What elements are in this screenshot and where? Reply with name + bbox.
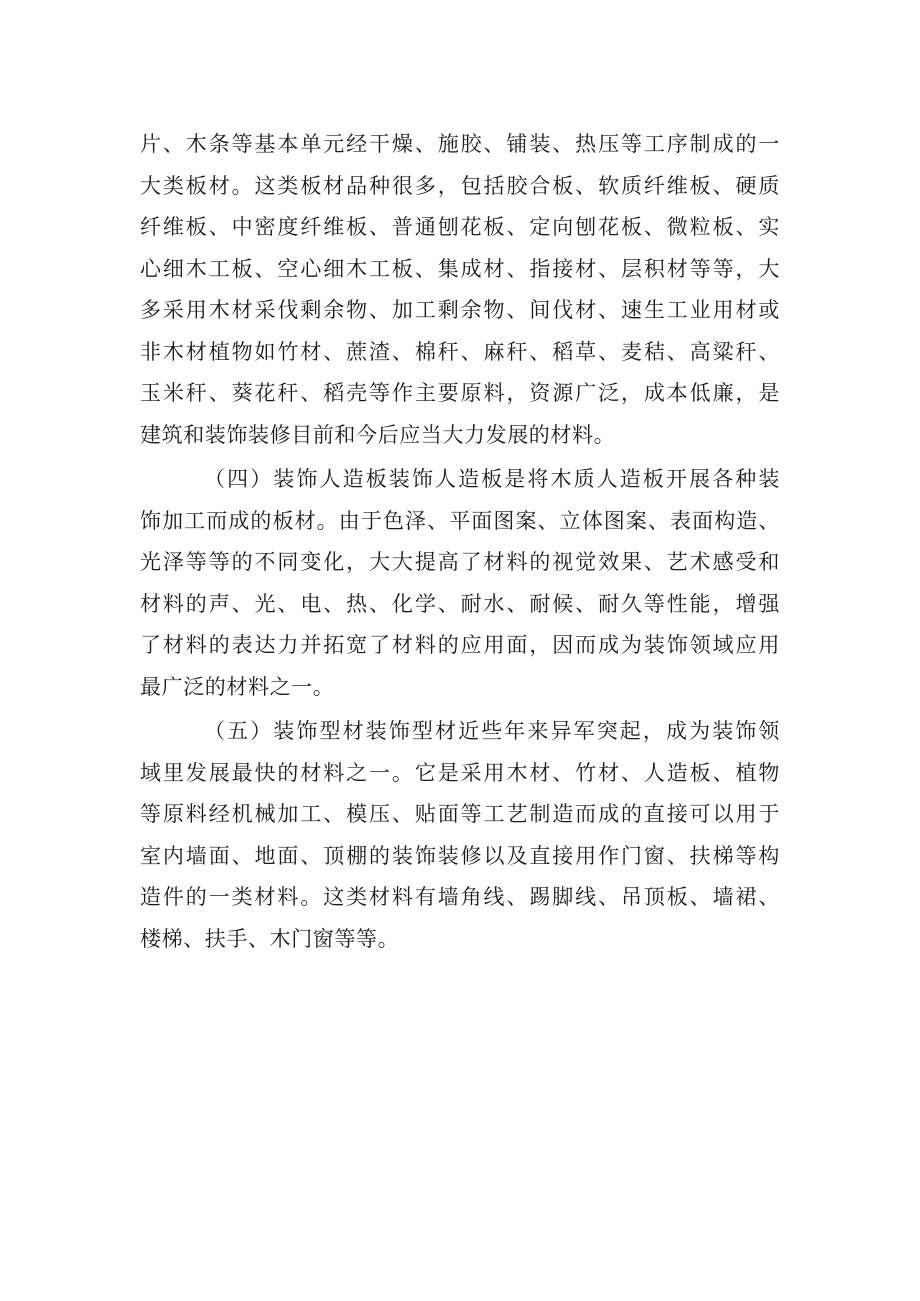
paragraph-line: 造件的一类材料。这类材料有墙角线、踢脚线、吊顶板、墙裙、 xyxy=(140,885,780,909)
paragraph-decorative-profiles xyxy=(140,711,780,960)
paragraph-wood-based-panels xyxy=(140,124,780,456)
paragraph-decorative-panels xyxy=(140,459,780,708)
paragraph-line: 心细木工板、空心细木工板、集成材、指接材、层积材等等，大 xyxy=(140,256,780,281)
paragraph-line: 饰加工而成的板材。由于色泽、平面图案、立体图案、表面构造、 xyxy=(140,508,780,533)
paragraph-line: 非木材植物如竹材、蔗渣、棉秆、麻秆、稻草、麦秸、高粱秆、 xyxy=(140,339,780,364)
paragraph-line: 最广泛的材料之一。 xyxy=(140,674,335,699)
paragraph-line: 室内墙面、地面、顶棚的装饰装修以及直接用作门窗、扶梯等构 xyxy=(140,843,780,868)
paragraph-line: （五）装饰型材装饰型材近些年来异军突起，成为装饰领 xyxy=(204,719,780,743)
paragraph-line: 域里发展最快的材料之一。它是采用木材、竹材、人造板、植物 xyxy=(140,760,780,785)
paragraph-line: 大类板材。这类板材品种很多，包括胶合板、软质纤维板、硬质 xyxy=(140,173,780,198)
paragraph-line: 材料的声、光、电、热、化学、耐水、耐候、耐久等性能，增强 xyxy=(140,591,780,616)
paragraph-line: 建筑和装饰装修目前和今后应当大力发展的材料。 xyxy=(140,422,616,447)
paragraph-line: 等原料经机械加工、模压、贴面等工艺制造而成的直接可以用于 xyxy=(140,802,780,826)
paragraph-line: 多采用木材采伐剩余物、加工剩余物、间伐材、速生工业用材或 xyxy=(140,298,780,322)
paragraph-line: 纤维板、中密度纤维板、普通刨花板、定向刨花板、微粒板、实 xyxy=(140,215,780,239)
paragraph-line: （四）装饰人造板装饰人造板是将木质人造板开展各种装 xyxy=(204,467,780,491)
paragraph-line: 了材料的表达力并拓宽了材料的应用面，因而成为装饰领域应用 xyxy=(140,633,780,657)
paragraph-line: 楼梯、扶手、木门窗等等。 xyxy=(140,926,400,951)
paragraph-line: 玉米秆、葵花秆、稻壳等作主要原料，资源广泛，成本低廉，是 xyxy=(140,381,780,405)
paragraph-line: 光泽等等的不同变化，大大提高了材料的视觉效果、艺术感受和 xyxy=(140,550,780,574)
paragraph-line: 片、木条等基本单元经干燥、施胶、铺装、热压等工序制成的一 xyxy=(140,132,780,156)
